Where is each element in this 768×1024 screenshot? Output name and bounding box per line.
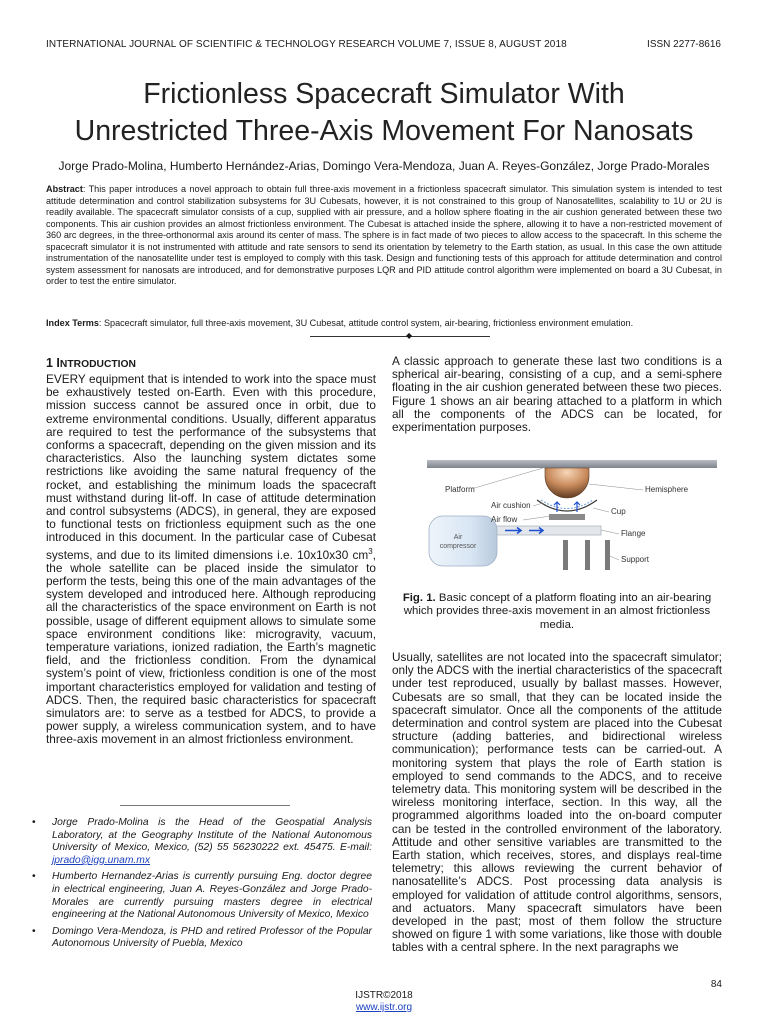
abstract-text: : This paper introduces a novel approach to obtain full three-axis movement in a frictionless spacecraft simulator. This simulation system is intended to test attitude determination and control stabilization subsystems for 3U Cubesats, however, it is not constrained to this group of Nanosatellites, scalability to 1U or 2U is readily available. The spacecraft simulator consists of a cup, supplied with air pressure, and a hollow sphere floating in the air cushion generated between these two components. This air cushion provides an almost frictionless environment. The Cubesat is attached inside the sphere, allowing it to have a non-restricted movement of 360 arc degrees, in the three-orthonormal axis around its center of mass. The sphere is in fact made of two pieces to allow access to the spacecraft. In this scheme the spacecraft simulator it is not instrumented with attitude and rate sensors to send its orientation by telemetry to the Earth station, as usual. In this case the own attitude instrumentation of the nanosatellite under test is employed to comply with this task. Design and functioning tests of this approach for attitude determination and control system assessment for nanosats are introduced, and for demonstrative purposes LQR and PID attitude control algorithm were implemented on board a 3U Cubesat, in order to test the entire simulator.: [46, 184, 722, 286]
right-paragraph-2: Usually, satellites are not located into the spacecraft simulator; only the ADCS with the inertial characteristics of the spacecraft under test reproduced, usually by ballast masses. However, Cubesats are so small, that they can be located inside the spacecraft simulator. Once all the components of the attitude determination and control system are placed into the Cubesat structure (adding batteries, and bidirectional wireless communication); performance tests can be carried-out. A monitoring system that plays the role of Earth station is employed to send commands to the ADCS, and to receive telemetry data. This monitoring system will be described in the wireless monitoring interface, section. In this way, all the programmed algorithms loaded into the on-board computer can be tested in the controlled environment of the laboratory. Attitude and other sensitive variables are transmitted to the Earth station, which receives, stores, and displays real-time telemetry; this allows reviewing the current behavior of nanosatellite’s ADCS. Post processing data analysis is employed for validation of attitude control algorithms, sensors, and actuators. Many spacecraft simulators have been developed in the past; most of them follow the structure showed on figure 1 with some variations, like those with double tables with a central sphere. In the next paragraphs we: [392, 650, 722, 955]
footnote-rule: [120, 805, 290, 806]
air-compressor-tank: [429, 516, 497, 566]
unit-exponent: 3: [368, 546, 373, 556]
footnote-item: [32, 817, 372, 867]
figure-caption-text: Basic concept of a platform floating into an air-bearing which provides three-axis movement in an almost frictionless media.: [403, 592, 712, 631]
footnote-bullet: •: [32, 925, 36, 937]
label-air-cushion: Air cushion: [491, 501, 531, 510]
label-flange: Flange: [621, 529, 646, 538]
intro-text-b: , the whole satellite can be placed inside the simulator to perform the tests, being this one of the main advantages of the system developed and introduced here. Although reproducing all the characteristics of the space environment on Earth is not possible, usage of different equipment allows to simulate some space environment conditions like: microgravity, vacuum, temperature variations, ionized radiation, the Earth’s magnetic field, and the frictionless condition. From the dynamical system’s point of view, frictionless condition is one of the most important characteristics employed for validation and testing of ADCS. Then, the required basic characteristics for spacecraft simulators are: to serve as a testbed for ADCS, to provide a power supply, a wireless communication system, and to have three-axis movement in an almost frictionless environment.: [46, 547, 376, 747]
journal-header: INTERNATIONAL JOURNAL OF SCIENTIFIC & TECHNOLOGY RESEARCH VOLUME 7, ISSUE 8, AUGUST 2018: [46, 39, 567, 50]
support-post: [585, 540, 590, 570]
separator-rule: [310, 336, 490, 337]
figure-caption: [392, 592, 722, 632]
label-air: Air: [453, 534, 463, 541]
paper-title: [30, 76, 738, 150]
label-support: Support: [621, 555, 650, 564]
title-line-2: Unrestricted Three-Axis Movement For Nanosats: [74, 115, 694, 147]
abstract-label: Abstract: [46, 184, 83, 194]
page-footer: [0, 990, 768, 1014]
authors: Jorge Prado-Molina, Humberto Hernández-Arias, Domingo Vera-Mendoza, Juan A. Reyes-González, Jorge Prado-Morales: [58, 159, 710, 173]
footnote-item: [32, 926, 372, 951]
footnote-bullet: •: [32, 817, 36, 828]
footnote-text: Jorge Prado-Molina is the Head of the Geospatial Analysis Laboratory, at the Geography Institute of the National Autonomous University of Mexico, Mexico, (52) 55 56230222 ext. 45475. E-mail:: [52, 817, 372, 854]
platform-bar: [427, 460, 717, 468]
footer-link[interactable]: www.ijstr.org: [355, 1002, 413, 1013]
label-compressor: compressor: [439, 543, 477, 550]
figure-air-bearing-diagram: [425, 456, 720, 576]
intro-text-a: EVERY equipment that is intended to work into the space must be exhaustively tested on-Earth. Even with this procedure, mission success cannot be assured once in orbit, due to extreme environmental conditions. Usually, different apparatus are required to test the performance of the subsystems that conforms a spacecraft, depending on the given mission and its characteristics. Also the launching system dictates some restrictions like avoiding the same natural frequency of the rocket, and establishing the minimum loads the spacecraft must withstand during lit-off. In case of attitude determination and control subsystems (ADCS), in general, they are exposed to functional tests on frictionless equipment such as the one introduced in this document. In the particular case of Cubesat systems, and due to its limited dimensions i.e. 10x10x30: [46, 372, 376, 562]
title-line-1: Frictionless Spacecraft Simulator With: [143, 78, 625, 110]
figure-caption-label: Fig. 1.: [402, 592, 436, 604]
support-post: [563, 540, 568, 570]
page-number: 84: [710, 979, 722, 990]
label-platform: Platform: [445, 485, 475, 494]
footnote-text: Domingo Vera-Mendoza, is PHD and retired Professor of the Popular Autonomous University of Puebla, Mexico: [52, 925, 372, 950]
footer-copyright: IJSTR©2018: [355, 990, 413, 1001]
support-post: [605, 540, 610, 570]
footnote-text: Humberto Hernandez-Arias is currently pursuing Eng. doctor degree in electrical engineering, Juan A. Reyes-González and Jorge Prado- Morales are currently pursuing masters degree in electrical engineering at the National Autonomous University of Mexico, Mexico: [52, 871, 372, 921]
section-title: NTRODUCTION: [59, 359, 136, 370]
index-terms-text: : Spacecraft simulator, full three-axis movement, 3U Cubesat, attitude control system, air-bearing, frictionless environment emulation.: [98, 318, 634, 328]
right-column-lower: [392, 651, 722, 955]
separator-diamond: ◆: [406, 331, 413, 340]
flange-shape: [549, 514, 585, 520]
label-cup: Cup: [611, 507, 626, 516]
abstract: [46, 184, 722, 288]
footnote-bullet: •: [32, 871, 36, 883]
footnote-item: [32, 871, 372, 921]
section-heading-introduction: [46, 355, 376, 373]
index-terms: [46, 318, 722, 330]
section-number: 1 I: [46, 356, 60, 370]
footnotes: [32, 817, 372, 955]
label-air-flow: Air flow: [491, 515, 518, 524]
unit: cm: [352, 547, 369, 562]
intro-paragraph: [46, 373, 376, 747]
left-column: [46, 355, 376, 747]
label-hemisphere: Hemisphere: [645, 485, 689, 494]
right-column: [392, 355, 722, 434]
issn: ISSN 2277-8616: [647, 39, 721, 50]
index-terms-label: Index Terms: [46, 318, 99, 328]
right-paragraph-1: A classic approach to generate these last two conditions is a spherical air-bearing, consisting of a cup, and a semi-sphere floating in the air cushion generated between these two pieces. Figure 1 shows an air bearing attached to a platform in which all the components of the ADCS can be located, for experimentation purposes.: [392, 354, 722, 435]
email-link[interactable]: jprado@igg.unam.mx: [52, 854, 151, 866]
